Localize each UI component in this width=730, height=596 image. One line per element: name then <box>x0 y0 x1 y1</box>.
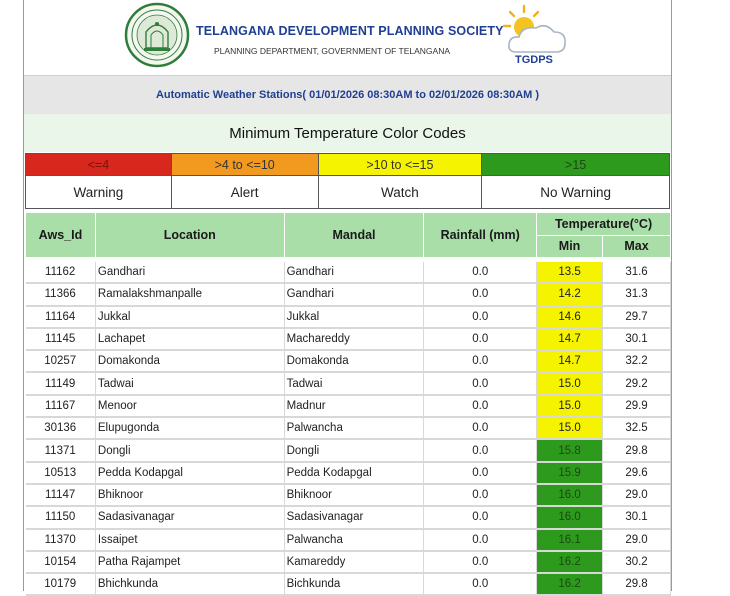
cell-mandal: Palwancha <box>284 529 424 551</box>
cell-location: Domakonda <box>95 350 284 372</box>
cell-max-temp: 31.3 <box>603 283 671 305</box>
cell-rainfall: 0.0 <box>424 350 537 372</box>
cell-min-temp: 16.1 <box>537 529 603 551</box>
col-header-mandal: Mandal <box>284 213 424 258</box>
cell-max-temp: 29.6 <box>603 462 671 484</box>
table-row <box>26 417 671 439</box>
cell-location: Issaipet <box>95 529 284 551</box>
cell-location: Jukkal <box>95 306 284 328</box>
cell-max-temp: 31.6 <box>603 262 671 283</box>
cell-aws-id: 11370 <box>26 529 96 551</box>
cell-min-temp: 16.2 <box>537 551 603 573</box>
code-range-alert: >4 to <=10 <box>171 154 318 176</box>
cell-rainfall: 0.0 <box>424 395 537 417</box>
col-header-location: Location <box>95 213 284 258</box>
col-header-max: Max <box>603 235 671 258</box>
cell-aws-id: 11167 <box>26 395 96 417</box>
cell-min-temp: 15.0 <box>537 395 603 417</box>
cell-aws-id: 10257 <box>26 350 96 372</box>
cell-mandal: Kamareddy <box>284 551 424 573</box>
code-label-no-warning: No Warning <box>482 176 670 209</box>
cell-mandal: Jukkal <box>284 306 424 328</box>
cell-min-temp: 15.8 <box>537 439 603 461</box>
cell-max-temp: 29.7 <box>603 306 671 328</box>
brand-name: TGDPS <box>515 54 553 66</box>
cell-max-temp: 29.0 <box>603 484 671 506</box>
code-range-no-warning: >15 <box>482 154 670 176</box>
cell-aws-id: 11149 <box>26 372 96 394</box>
cell-min-temp: 14.7 <box>537 350 603 372</box>
cell-mandal: Madnur <box>284 395 424 417</box>
cell-location: Patha Rajampet <box>95 551 284 573</box>
cell-mandal: Sadasivanagar <box>284 506 424 528</box>
table-row <box>26 484 671 506</box>
table-row <box>26 573 671 595</box>
aws-title-band <box>24 75 671 115</box>
table-row <box>26 506 671 528</box>
col-header-temperature: Temperature(°C) <box>537 213 671 236</box>
cell-aws-id: 10513 <box>26 462 96 484</box>
cell-rainfall: 0.0 <box>424 417 537 439</box>
cell-min-temp: 15.9 <box>537 462 603 484</box>
cell-mandal: Bhiknoor <box>284 484 424 506</box>
code-label-watch: Watch <box>318 176 482 209</box>
col-header-rainfall: Rainfall (mm) <box>424 213 537 258</box>
cell-min-temp: 14.7 <box>537 328 603 350</box>
table-row <box>26 306 671 328</box>
cell-max-temp: 30.1 <box>603 328 671 350</box>
cell-aws-id: 11366 <box>26 283 96 305</box>
cell-rainfall: 0.0 <box>424 573 537 595</box>
cell-aws-id: 11164 <box>26 306 96 328</box>
cell-rainfall: 0.0 <box>424 262 537 283</box>
cell-location: Ramalakshmanpalle <box>95 283 284 305</box>
cell-rainfall: 0.0 <box>424 372 537 394</box>
cell-aws-id: 11371 <box>26 439 96 461</box>
code-label-warning: Warning <box>26 176 172 209</box>
cell-min-temp: 16.2 <box>537 573 603 595</box>
table-row <box>26 372 671 394</box>
cell-max-temp: 29.8 <box>603 439 671 461</box>
code-label-alert: Alert <box>171 176 318 209</box>
col-header-aws-id: Aws_Id <box>26 213 96 258</box>
cell-location: Lachapet <box>95 328 284 350</box>
cell-location: Dongli <box>95 439 284 461</box>
table-row <box>26 439 671 461</box>
cell-location: Sadasivanagar <box>95 506 284 528</box>
color-codes-title: Minimum Temperature Color Codes <box>24 114 671 152</box>
cell-location: Gandhari <box>95 262 284 283</box>
cell-mandal: Gandhari <box>284 262 424 283</box>
cell-mandal: Bichkunda <box>284 573 424 595</box>
cell-location: Menoor <box>95 395 284 417</box>
cell-max-temp: 30.1 <box>603 506 671 528</box>
table-row <box>26 529 671 551</box>
cell-aws-id: 11145 <box>26 328 96 350</box>
color-code-legend <box>25 153 670 209</box>
cell-rainfall: 0.0 <box>424 462 537 484</box>
state-seal-icon <box>124 2 190 68</box>
weather-table <box>25 212 671 596</box>
cell-aws-id: 11162 <box>26 262 96 283</box>
cell-max-temp: 29.0 <box>603 529 671 551</box>
cell-aws-id: 10154 <box>26 551 96 573</box>
cell-min-temp: 14.2 <box>537 283 603 305</box>
cell-mandal: Gandhari <box>284 283 424 305</box>
cell-min-temp: 14.6 <box>537 306 603 328</box>
table-row <box>26 262 671 283</box>
cell-location: Bhiknoor <box>95 484 284 506</box>
cell-aws-id: 11150 <box>26 506 96 528</box>
org-name: TELANGANA DEVELOPMENT PLANNING SOCIETY <box>196 24 504 38</box>
cell-mandal: Pedda Kodapgal <box>284 462 424 484</box>
table-row <box>26 462 671 484</box>
cell-mandal: Domakonda <box>284 350 424 372</box>
cell-rainfall: 0.0 <box>424 328 537 350</box>
cell-max-temp: 32.2 <box>603 350 671 372</box>
cell-max-temp: 29.2 <box>603 372 671 394</box>
code-range-watch: >10 to <=15 <box>318 154 482 176</box>
cell-mandal: Palwancha <box>284 417 424 439</box>
cell-min-temp: 16.0 <box>537 506 603 528</box>
cell-rainfall: 0.0 <box>424 529 537 551</box>
cell-min-temp: 16.0 <box>537 484 603 506</box>
table-row <box>26 350 671 372</box>
table-row <box>26 283 671 305</box>
table-row <box>26 328 671 350</box>
cell-max-temp: 30.2 <box>603 551 671 573</box>
cell-mandal: Dongli <box>284 439 424 461</box>
cell-location: Bhichkunda <box>95 573 284 595</box>
cell-min-temp: 15.0 <box>537 372 603 394</box>
cell-aws-id: 10179 <box>26 573 96 595</box>
cell-rainfall: 0.0 <box>424 551 537 573</box>
cell-min-temp: 13.5 <box>537 262 603 283</box>
cell-rainfall: 0.0 <box>424 484 537 506</box>
code-range-warning: <=4 <box>26 154 172 176</box>
cell-mandal: Tadwai <box>284 372 424 394</box>
cell-rainfall: 0.0 <box>424 506 537 528</box>
org-subtitle: PLANNING DEPARTMENT, GOVERNMENT OF TELANGANA <box>214 46 450 56</box>
cell-aws-id: 30136 <box>26 417 96 439</box>
cell-min-temp: 15.0 <box>537 417 603 439</box>
report-sheet <box>23 0 672 591</box>
col-header-min: Min <box>537 235 603 258</box>
table-body <box>26 258 671 596</box>
cell-rainfall: 0.0 <box>424 283 537 305</box>
cell-location: Tadwai <box>95 372 284 394</box>
aws-title: Automatic Weather Stations( 01/01/2026 08:30AM to 02/01/2026 08:30AM ) <box>155 89 540 101</box>
cell-max-temp: 32.5 <box>603 417 671 439</box>
cell-aws-id: 11147 <box>26 484 96 506</box>
cell-location: Elupugonda <box>95 417 284 439</box>
table-row <box>26 395 671 417</box>
table-row <box>26 551 671 573</box>
cell-rainfall: 0.0 <box>424 439 537 461</box>
cell-max-temp: 29.8 <box>603 573 671 595</box>
cell-mandal: Machareddy <box>284 328 424 350</box>
report-header <box>24 0 671 74</box>
cell-location: Pedda Kodapgal <box>95 462 284 484</box>
cell-max-temp: 29.9 <box>603 395 671 417</box>
cell-rainfall: 0.0 <box>424 306 537 328</box>
